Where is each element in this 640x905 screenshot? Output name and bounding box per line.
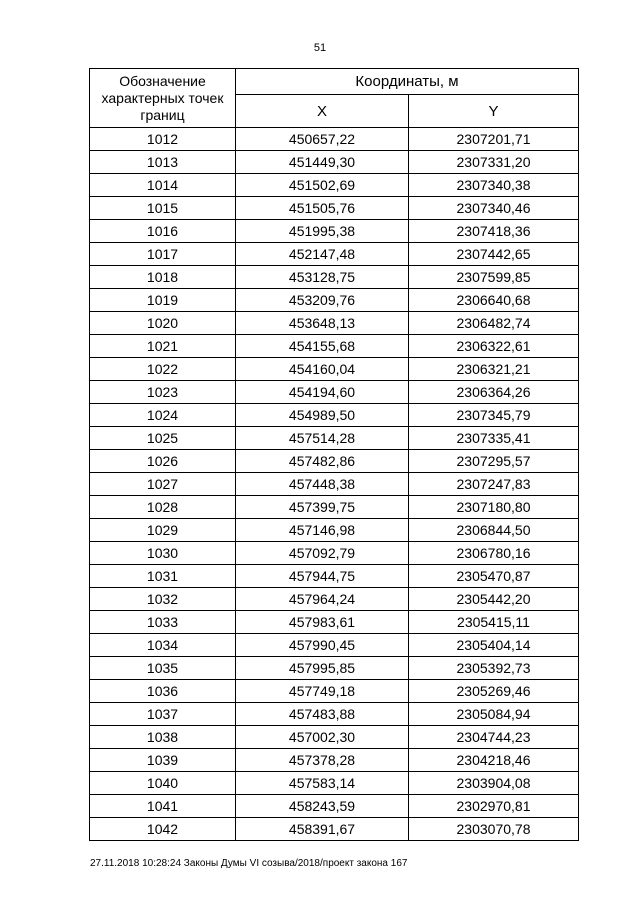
cell-y: 2305442,20 bbox=[409, 588, 579, 611]
cell-point: 1034 bbox=[90, 634, 236, 657]
cell-point: 1036 bbox=[90, 680, 236, 703]
cell-x: 457749,18 bbox=[236, 680, 409, 703]
cell-x: 457092,79 bbox=[236, 542, 409, 565]
header-y: Y bbox=[409, 95, 579, 128]
cell-point: 1019 bbox=[90, 289, 236, 312]
cell-y: 2307180,80 bbox=[409, 496, 579, 519]
table-row bbox=[90, 657, 579, 680]
page-number: 51 bbox=[313, 42, 327, 54]
footer-text: 27.11.2018 10:28:24 Законы Думы VI созыва/2018/проект закона 167 bbox=[90, 858, 408, 869]
cell-point: 1042 bbox=[90, 818, 236, 841]
cell-x: 457944,75 bbox=[236, 565, 409, 588]
table-row bbox=[90, 588, 579, 611]
cell-y: 2306780,16 bbox=[409, 542, 579, 565]
cell-y: 2305404,14 bbox=[409, 634, 579, 657]
cell-y: 2303904,08 bbox=[409, 772, 579, 795]
cell-point: 1032 bbox=[90, 588, 236, 611]
table-row bbox=[90, 680, 579, 703]
cell-x: 453209,76 bbox=[236, 289, 409, 312]
table-row bbox=[90, 565, 579, 588]
cell-x: 454160,04 bbox=[236, 358, 409, 381]
table-row bbox=[90, 450, 579, 473]
cell-x: 457399,75 bbox=[236, 496, 409, 519]
cell-y: 2305392,73 bbox=[409, 657, 579, 680]
cell-point: 1039 bbox=[90, 749, 236, 772]
cell-point: 1029 bbox=[90, 519, 236, 542]
cell-point: 1041 bbox=[90, 795, 236, 818]
cell-point: 1028 bbox=[90, 496, 236, 519]
cell-point: 1040 bbox=[90, 772, 236, 795]
table-row bbox=[90, 611, 579, 634]
table-row bbox=[90, 427, 579, 450]
cell-y: 2306844,50 bbox=[409, 519, 579, 542]
cell-point: 1033 bbox=[90, 611, 236, 634]
table-row bbox=[90, 473, 579, 496]
cell-y: 2307335,41 bbox=[409, 427, 579, 450]
cell-x: 457983,61 bbox=[236, 611, 409, 634]
cell-y: 2305470,87 bbox=[409, 565, 579, 588]
cell-x: 454194,60 bbox=[236, 381, 409, 404]
table-row bbox=[90, 404, 579, 427]
cell-y: 2307345,79 bbox=[409, 404, 579, 427]
cell-y: 2307247,83 bbox=[409, 473, 579, 496]
cell-x: 457378,28 bbox=[236, 749, 409, 772]
cell-x: 457514,28 bbox=[236, 427, 409, 450]
cell-point: 1027 bbox=[90, 473, 236, 496]
cell-x: 454989,50 bbox=[236, 404, 409, 427]
cell-point: 1017 bbox=[90, 243, 236, 266]
table-row bbox=[90, 151, 579, 174]
cell-x: 453128,75 bbox=[236, 266, 409, 289]
cell-point: 1018 bbox=[90, 266, 236, 289]
table-row bbox=[90, 335, 579, 358]
cell-y: 2307340,46 bbox=[409, 197, 579, 220]
table-row bbox=[90, 220, 579, 243]
cell-y: 2303070,78 bbox=[409, 818, 579, 841]
cell-y: 2305084,94 bbox=[409, 703, 579, 726]
cell-y: 2306640,68 bbox=[409, 289, 579, 312]
cell-y: 2305415,11 bbox=[409, 611, 579, 634]
cell-point: 1022 bbox=[90, 358, 236, 381]
cell-point: 1037 bbox=[90, 703, 236, 726]
table-row bbox=[90, 519, 579, 542]
table-row bbox=[90, 772, 579, 795]
table-row bbox=[90, 749, 579, 772]
cell-x: 457964,24 bbox=[236, 588, 409, 611]
cell-point: 1031 bbox=[90, 565, 236, 588]
cell-x: 457990,45 bbox=[236, 634, 409, 657]
table-row bbox=[90, 266, 579, 289]
cell-y: 2305269,46 bbox=[409, 680, 579, 703]
table-header bbox=[90, 69, 579, 128]
table-row bbox=[90, 358, 579, 381]
table-row bbox=[90, 634, 579, 657]
cell-y: 2307295,57 bbox=[409, 450, 579, 473]
cell-x: 451995,38 bbox=[236, 220, 409, 243]
cell-y: 2307201,71 bbox=[409, 128, 579, 151]
cell-x: 451449,30 bbox=[236, 151, 409, 174]
table-row bbox=[90, 381, 579, 404]
cell-point: 1020 bbox=[90, 312, 236, 335]
table-row bbox=[90, 128, 579, 151]
cell-point: 1021 bbox=[90, 335, 236, 358]
table-row bbox=[90, 243, 579, 266]
cell-y: 2307340,38 bbox=[409, 174, 579, 197]
cell-x: 457583,14 bbox=[236, 772, 409, 795]
cell-x: 451505,76 bbox=[236, 197, 409, 220]
cell-point: 1014 bbox=[90, 174, 236, 197]
cell-y: 2306321,21 bbox=[409, 358, 579, 381]
table-body bbox=[90, 128, 579, 841]
table-row bbox=[90, 795, 579, 818]
cell-point: 1025 bbox=[90, 427, 236, 450]
table-row bbox=[90, 174, 579, 197]
cell-x: 458391,67 bbox=[236, 818, 409, 841]
table-row bbox=[90, 289, 579, 312]
header-coordinates: Координаты, м bbox=[236, 69, 579, 95]
cell-y: 2307599,85 bbox=[409, 266, 579, 289]
cell-y: 2307331,20 bbox=[409, 151, 579, 174]
cell-y: 2306322,61 bbox=[409, 335, 579, 358]
cell-y: 2302970,81 bbox=[409, 795, 579, 818]
cell-point: 1023 bbox=[90, 381, 236, 404]
table-row bbox=[90, 496, 579, 519]
cell-x: 457482,86 bbox=[236, 450, 409, 473]
cell-point: 1024 bbox=[90, 404, 236, 427]
cell-x: 457146,98 bbox=[236, 519, 409, 542]
cell-point: 1038 bbox=[90, 726, 236, 749]
table-row bbox=[90, 818, 579, 841]
table-row bbox=[90, 312, 579, 335]
cell-point: 1030 bbox=[90, 542, 236, 565]
cell-x: 458243,59 bbox=[236, 795, 409, 818]
header-x: X bbox=[236, 95, 409, 128]
cell-point: 1026 bbox=[90, 450, 236, 473]
cell-y: 2306482,74 bbox=[409, 312, 579, 335]
table-row bbox=[90, 726, 579, 749]
cell-x: 457995,85 bbox=[236, 657, 409, 680]
cell-x: 457002,30 bbox=[236, 726, 409, 749]
coordinates-table bbox=[89, 68, 579, 841]
cell-point: 1012 bbox=[90, 128, 236, 151]
cell-x: 452147,48 bbox=[236, 243, 409, 266]
table-row bbox=[90, 703, 579, 726]
table-row bbox=[90, 197, 579, 220]
cell-x: 450657,22 bbox=[236, 128, 409, 151]
cell-y: 2304744,23 bbox=[409, 726, 579, 749]
table-row bbox=[90, 542, 579, 565]
header-point-designation: Обозначение характерных точек границ bbox=[90, 69, 236, 128]
cell-y: 2307442,65 bbox=[409, 243, 579, 266]
cell-y: 2304218,46 bbox=[409, 749, 579, 772]
cell-point: 1015 bbox=[90, 197, 236, 220]
cell-x: 457483,88 bbox=[236, 703, 409, 726]
cell-x: 457448,38 bbox=[236, 473, 409, 496]
cell-x: 451502,69 bbox=[236, 174, 409, 197]
cell-y: 2306364,26 bbox=[409, 381, 579, 404]
cell-point: 1013 bbox=[90, 151, 236, 174]
cell-y: 2307418,36 bbox=[409, 220, 579, 243]
cell-point: 1016 bbox=[90, 220, 236, 243]
cell-x: 453648,13 bbox=[236, 312, 409, 335]
cell-point: 1035 bbox=[90, 657, 236, 680]
cell-x: 454155,68 bbox=[236, 335, 409, 358]
